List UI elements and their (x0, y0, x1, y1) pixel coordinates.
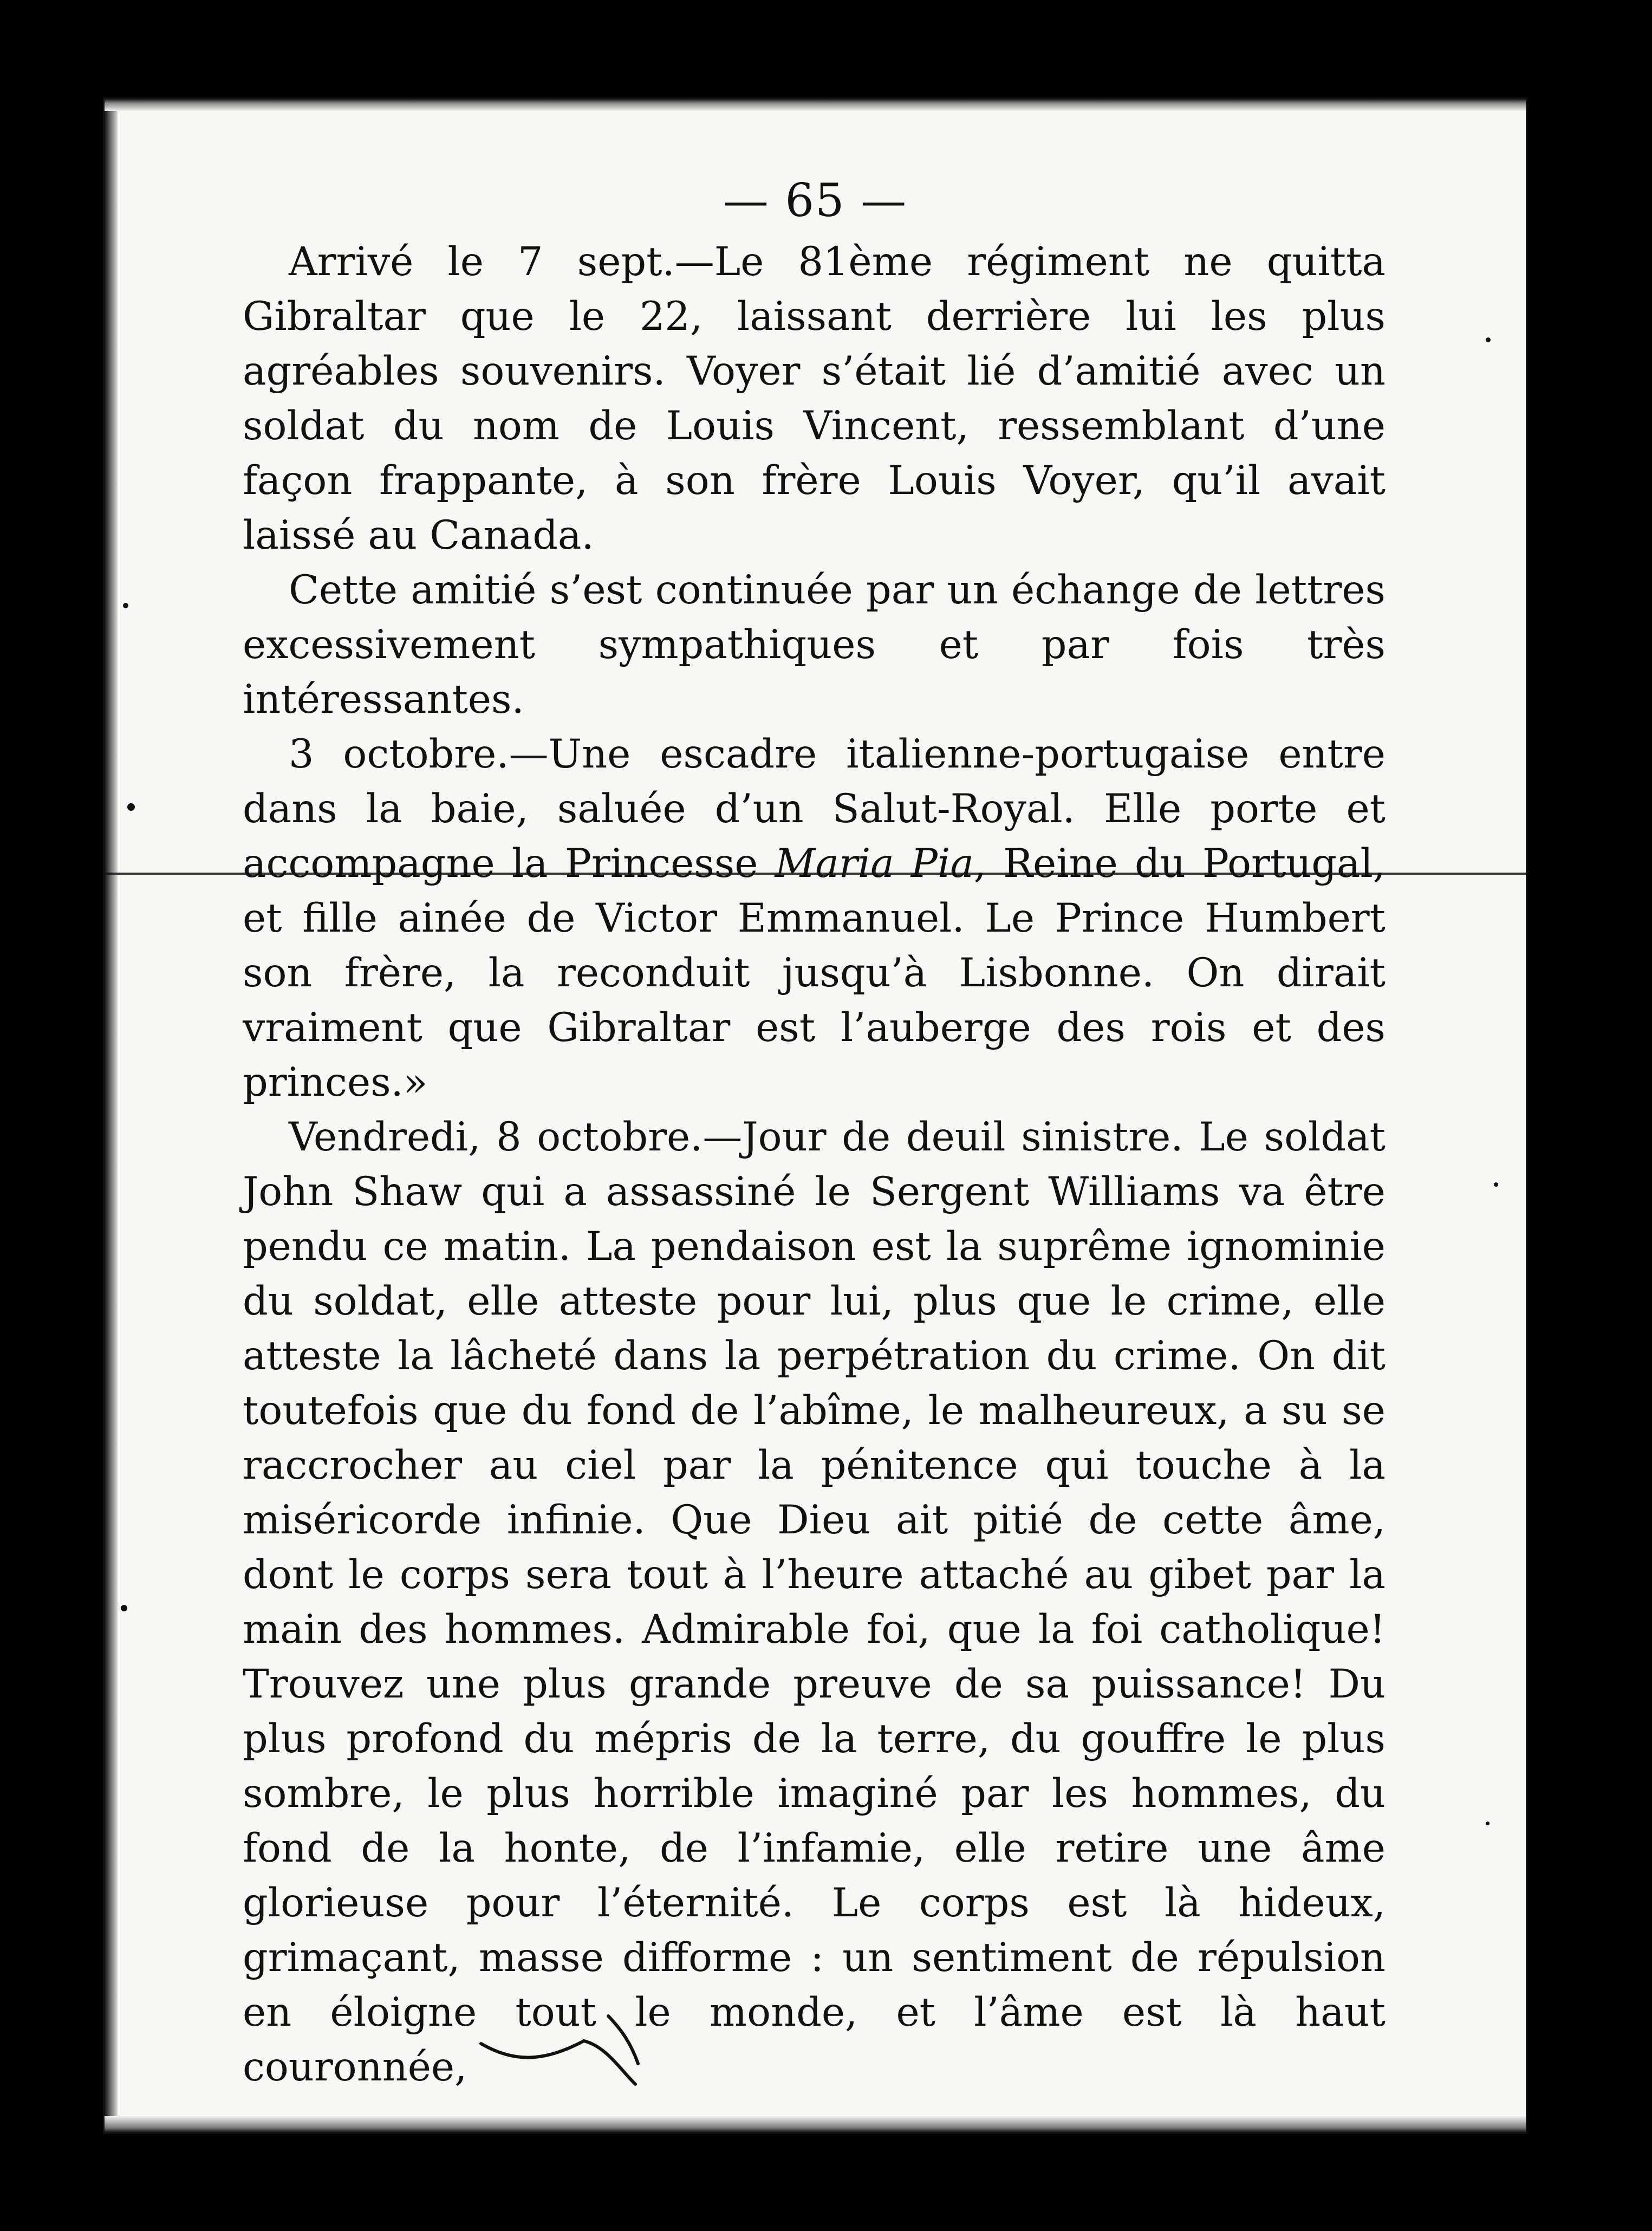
ink-speck (1486, 337, 1491, 342)
handwritten-mark (473, 1992, 700, 2090)
page-text (243, 235, 1386, 2095)
page-edge-bottom (105, 2116, 1526, 2132)
page-number: — 65 — (723, 174, 908, 227)
page-edge-top (105, 99, 1526, 111)
ink-speck (127, 803, 135, 811)
book-page (103, 97, 1527, 2134)
paragraph-squadron (243, 727, 1386, 1110)
princess-name: Maria Pia (775, 841, 974, 887)
ink-speck (123, 603, 128, 608)
paragraph-squadron-before: 3 octobre.—Une escadre italienne-portugaise entre dans la baie, saluée d’un Salut-Royal. Elle porte et accompagne la Princesse (243, 731, 1386, 887)
paragraph-arrival: Arrivé le 7 sept.—Le 81ème régiment ne quitta Gibraltar que le 22, laissant derrière lui les plus agréables souvenirs. Voyer s’était lié d’amitié avec un soldat du nom de Louis Vincent, ressemblant d’une façon frappante, à son frère Louis Voyer, qu’il avait laissé au Canada. (243, 239, 1386, 558)
paragraph-squadron-after: , Reine du Portugal, et fille ainée de Victor Emmanuel. Le Prince Humbert son frère, la reconduit jusqu’à Lisbonne. On dirait vraiment que Gibraltar est l’auberge des rois et des princes.» (243, 841, 1386, 1105)
ink-speck (1486, 1822, 1490, 1825)
paragraph-execution: Vendredi, 8 octobre.—Jour de deuil sinistre. Le soldat John Shaw qui a assassiné le Sergent Williams va être pendu ce matin. La pendaison est la suprême ignominie du soldat, elle atteste pour lui, plus que le crime, elle atteste la lâcheté dans la perpétration du crime. On dit toutefois que du fond de l’abîme, le malheureux, a su se raccrocher au ciel par la pénitence qui touche à la miséricorde infinie. Que Dieu ait pitié de cette âme, dont le corps sera tout à l’heure attaché au gibet par la main des hommes. Admirable foi, que la foi catholique! Trouvez une plus grande preuve de sa puissance! Du plus profond du mépris de la terre, du gouffre le plus sombre, le plus horrible imaginé par les hommes, du fond de la honte, de l’infamie, elle retire une âme glorieuse pour l’éternité. Le corps est là hideux, grimaçant, masse difforme : un sentiment de répulsion en éloigne tout le monde, et l’âme est là haut couronnée, (243, 1114, 1386, 2090)
page-edge-left (105, 99, 118, 2132)
ink-speck (1494, 1182, 1498, 1187)
paragraph-friendship: Cette amitié s’est continuée par un échange de lettres excessivement sympathiques et par fois très intéressantes. (243, 567, 1386, 723)
ink-speck (121, 1605, 127, 1611)
